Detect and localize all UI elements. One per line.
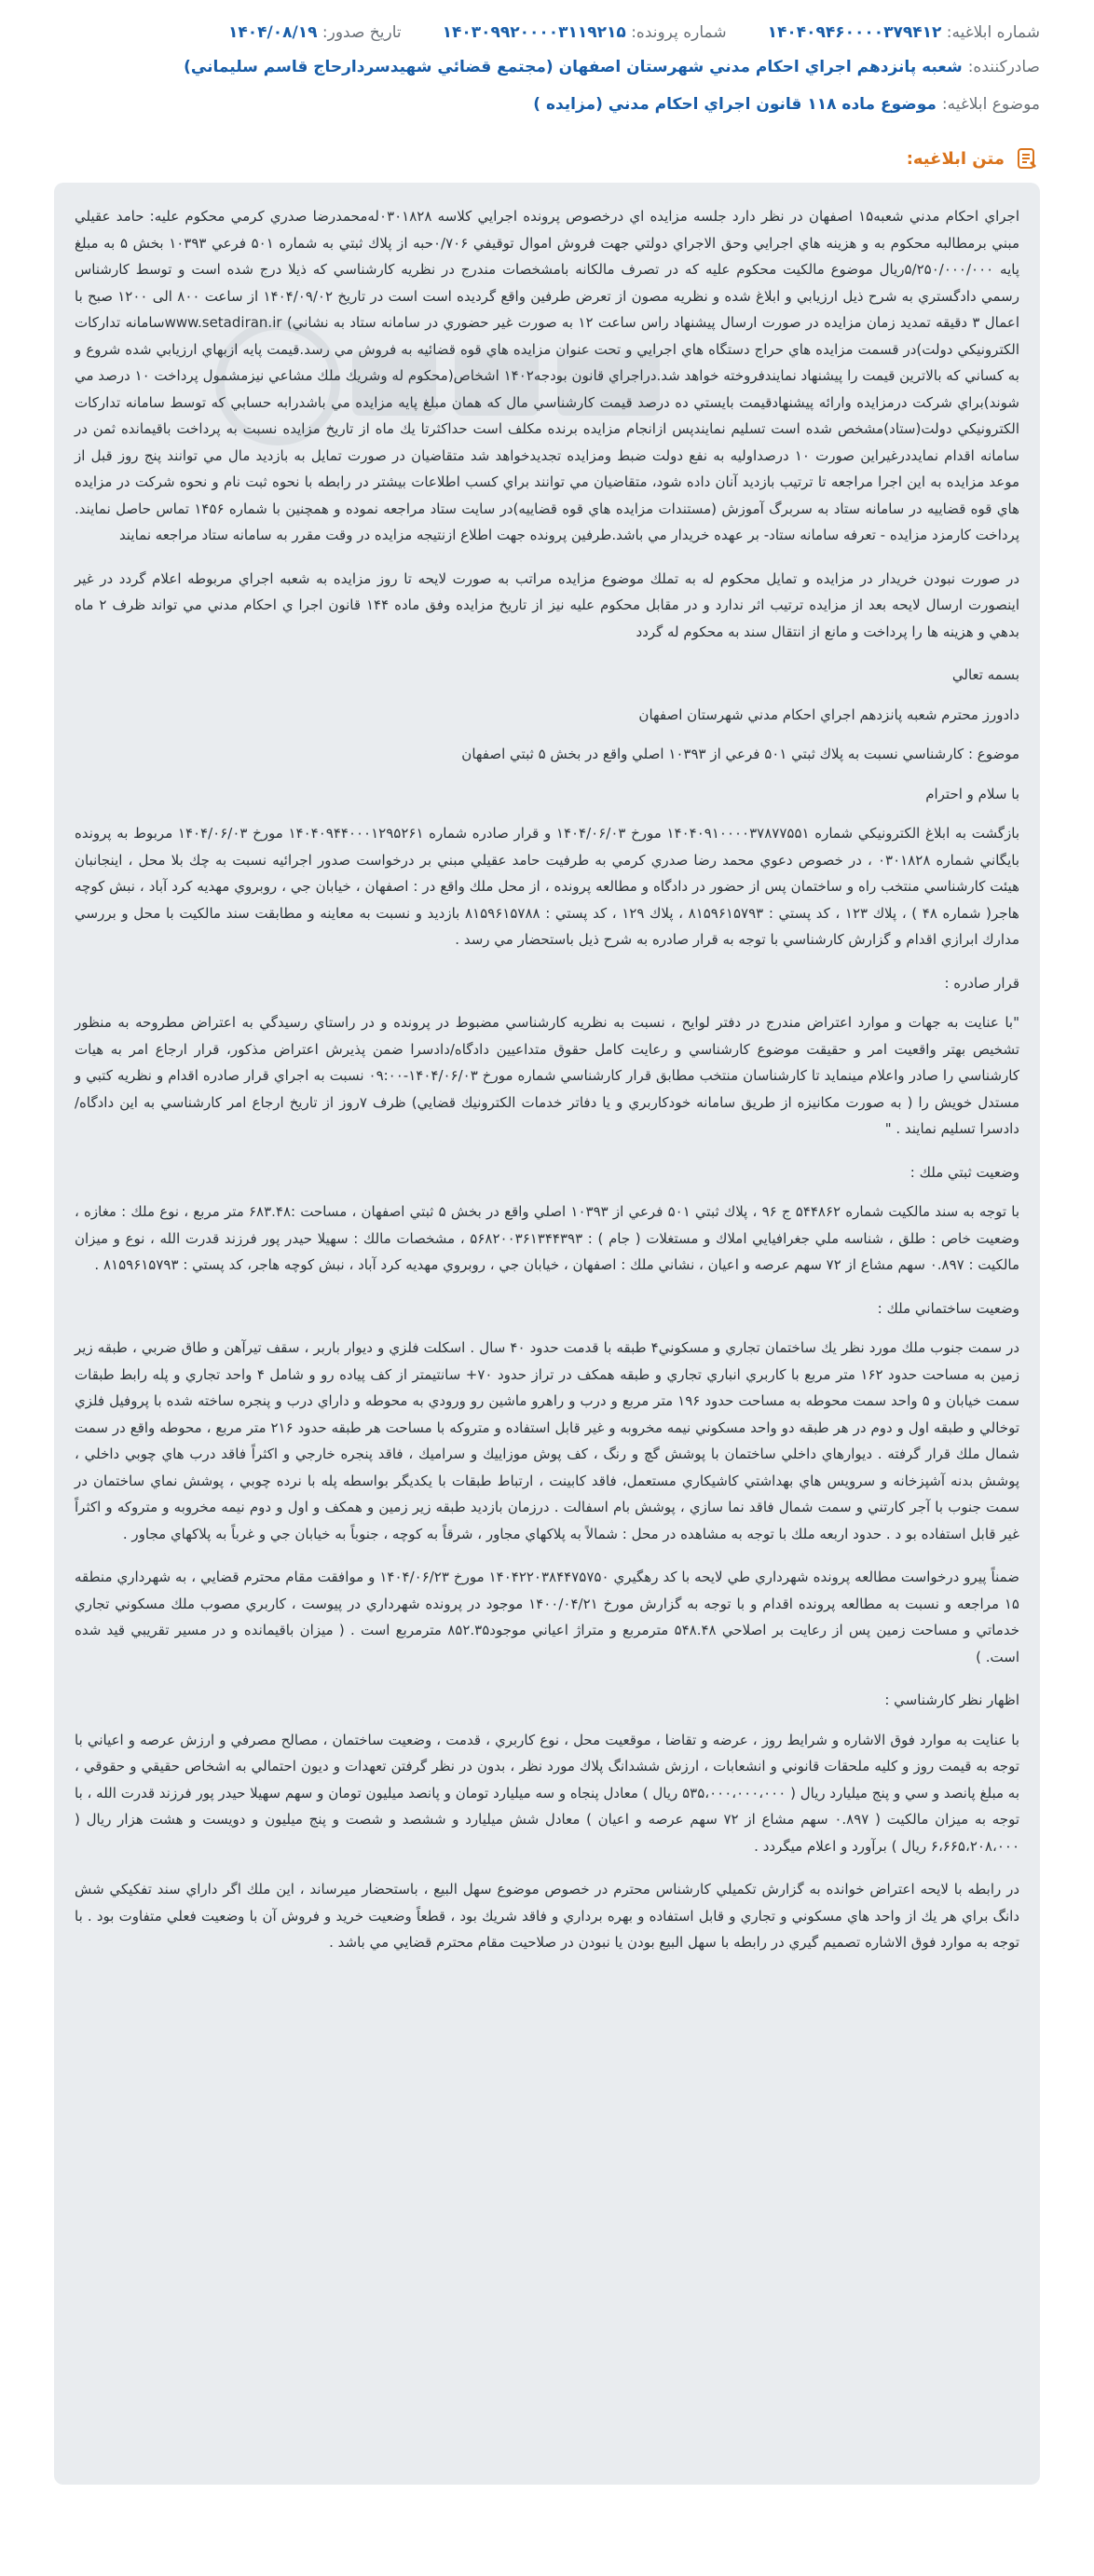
issuer-label: صادرکننده: [967,58,1040,76]
issuer-row [54,48,1040,86]
issuer-value: شعبه پانزدهم اجراي احكام مدني شهرستان اصفهان (مجتمع قضائي شهيدسردارحاج قاسم سليماني) [184,58,963,76]
subject-value: موضوع ماده ۱۱۸ قانون اجراي احكام مدني (مزايده ) [533,95,937,114]
notice-number: ۱۴۰۴۰۹۴۶۰۰۰۰۳۷۹۴۱۲ [767,23,942,42]
building-status-paragraph: در سمت جنوب ملك مورد نظر يك ساختمان تجاري و مسكوني۴ طبقه با قدمت حدود ۴۰ سال . اسكلت فلزي و ديوار باربر ، سقف تيرآهن و طاق ضربي ، طبقه زير زمين به مساحت حدود ۱۶۲ متر مربع با كاربري انباري تجاري و طبقه همكف در تراز حدود ۷۰+ سانتيمتر از كف پياده رو و شامل ۴ واحد تجاري و پله رابط طبقات سمت خيابان و ۵ واحد سمت محوطه به مساحت حدود ۱۹۶ متر مربع و درب و راهرو ماشين رو ورودي به محوطه و داراي درب و پنجره ساخته شده با پروفيل فلزي توخالي و طبقه اول و دوم در هر طبقه دو واحد مسكوني نيمه مخروبه و غير قابل استفاده و متروكه با مساحت هر طبقه حدود ۲۱۶ متر مربع ، محوطه واقع در سمت شمال ملك قرار گرفته . ديوارهاي داخلي ساختمان با پوشش گچ و رنگ ، كف پوش موزاييك و سراميك ، فاقد پنجره خارجي و اكثراً فاقد درب هاي چوبي داخلي ، پوشش بدنه آشپزخانه و سرويس هاي بهداشتي كاشيكاري مستعمل، فاقد كابينت ، ارتباط طبقات با يكديگر بواسطه پله با نرده چوبي ، پوشش نماي ساختمان در سمت جنوب با آجر كارتني و سمت شمال فاقد نما سازي ، پوشش بام اسفالت . درزمان بازديد طبقه زير زمين و همكف و اول و دوم نيمه مخروبه و متروكه و اكثراً غير قابل استفاده بو د . حدود اربعه ملك با توجه به مشاهده در محل : شمالاً به پلاكهاي مجاور ، شرقاً به كوچه ، جنوباً به خيابان جي و غرباً به پلاكهاي مجاور . [75,1339,1020,1542]
subject-label: موضوع ابلاغیه: [941,95,1040,114]
registration-status-heading: وضعيت ثبتي ملك : [909,1163,1019,1181]
subject-row [54,86,1040,123]
notice-body-card [54,183,1040,2485]
addressee-line: دادورز محترم شعبه پانزدهم اجراي احكام مدني شهرستان اصفهان [638,706,1019,723]
notice-meta-row [54,17,1040,48]
auction-announcement-paragraph: اجراي احكام مدني شعبه۱۵ اصفهان در نظر دارد جلسه مزايده اي درخصوص پرونده اجرايي كلاسه ۰۳۰۱۸۲۸له‌محمدرضا صدري كرمي محكوم عليه: حامد عقيلي مبني برمطالبه محكوم به و هزينه هاي اجرايي وحق الاجراي دولتي جهت فروش اموال توقيفي ۰/۷۰۶حبه از پلاك ثبتي به شماره ۵۰۱ فرعي ۱۰۳۹۳ بخش ۵ به مبلغ پايه ۵/۲۵۰/۰۰۰/۰۰۰ريال موضوع مالكيت محكوم عليه كه در تصرف مالكانه بامشخصات مندرج در نظريه كارشناسي كه ذيلا درج شده است و توسط كارشناس رسمي دادگستري به شرح ذيل ارزيابي و ابلاغ شده و نظريه مصون از تعرض طرفين واقع گرديده است است در تاريخ ۱۴۰۴/۰۹/۰۲ از ساعت ۸۰۰ الی ۱۲۰۰ صبح با اعمال ۳ دقيقه تمديد زمان مزايده در صورت ارسال پيشنهاد راس ساعت ۱۲ به صورت غير حضوري در سامانه ستاد به نشاني) www.setadiran.irسامانه تداركات الكترونيكي دولت)در قسمت مزايده هاي حراج دستگاه هاي اجرايي و تحت عنوان مزايده هاي قوه قضائيه به فروش مي رسد.قيمت پايه ازبهاي ارزيابي شده شروع و به كساني كه بالاترين قيمت را پيشنهاد نمايندفروخته خواهد شد.دراجراي قانون بودجه۱۴۰۲ اشخاص(محكوم له وشريك ملك مشاعي نيزمشمول پرداخت ۱۰ درصد مي شوند)براي شركت درمزايده وارائه پيشنهادقيمت بايستي ده درصد قيمت كارشناسي مال كه همان مبلغ پايه مزايده مي باشدرابه حسابي كه توسط سامانه تداركات الكترونيكي دولت(ستاد)مشخص شده است تسليم نمايندپس ازانجام مزايده برنده مكلف است حداكثرتا يك ماه از تاريخ مزايده نسبت به پرداخت باقيمانده ثمن در سامانه اقدام نمايددرغيراين صورت ۱۰ درصداوليه به نفع دولت ضبط ومزايده تجديدخواهد شد متقاضيان در صورت تمايل به بازديد مال مي توانند پنج روز قبل از موعد مزايده به اين اجرا مراجعه تا ترتيب بازديد آنان داده شود، متقاضيان مي توانند براي كسب اطلاعات بيشتر در رابطه با نحوه ثبت نام و نحوه شركت در مزايده هاي قوه قضاييه در سامانه ستاد به سربرگ آموزش (مستندات مزايده هاي قوه قضاييه)در سايت ستاد مراجعه نموده و همچنين با شماره ۱۴۵۶ تماس حاصل نمايند. پرداخت كارمزد مزايده - تعرفه سامانه ستاد- بر عهده خريدار مي باشد.طرفين پرونده جهت اطلاع ازنتيجه مزايده در وقت مقرر به سامانه ستاد مراجعه نمايند [75,208,1020,543]
file-number-label: شماره پرونده: [631,23,727,42]
objection-response-paragraph: در رابطه با لايحه اعتراض خوانده به گزارش تكميلي كارشناس محترم در خصوص موضوع سهل البيع ، باستحضار ميرساند ، اين ملك اگر داراي سند تفكيكي شش دانگ براي هر يك از واحد هاي مسكوني و تجاري و قابل استفاده و بهره برداري و فاقد شريك بود ، قطعاً وضعيت خريد و فروش آن با وضعيت فعلي متفاوت بود . با توجه به موارد فوق الاشاره تصميم گيري در رابطه با سهل البيع بودن يا نبودن در صلاحيت مقام محترم قضايي مي باشد . [75,1881,1019,1951]
body-section-header [54,140,1040,177]
report-intro-paragraph: بازگشت به ابلاغ الكترونيكي شماره ۱۴۰۴۰۹۱۰۰۰۰۳۷۸۷۷۵۵۱ مورخ ۱۴۰۴/۰۶/۰۳ و قرار صادره شماره ۱۴۰۴۰۹۴۴۰۰۰۱۲۹۵۲۶۱ مورخ ۱۴۰۴/۰۶/۰۳ مربوط به پرونده بايگاني شماره ۰۳۰۱۸۲۸ ، در خصوص دعوي محمد رضا صدري كرمي به طرفيت حامد عقيلي مبني بر درخواست صدور اجرائيه نسبت به چك بلا محل ، اينجانبان هيئت كارشناسي منتخب راه و ساختمان پس از حضور در دادگاه و مطالعه پرونده ، از محل ملك واقع در : اصفهان ، خيابان جي ، روبروي مهديه كرد آباد ، نبش كوچه هاجر( شماره ۴۸ ) ، پلاك ۱۲۳ ، كد پستي : ۸۱۵۹۶۱۵۷۹۳ ، پلاك ۱۲۹ ، كد پستي : ۸۱۵۹۶۱۵۷۸۸ بازديد و نسبت به معاينه و مطابقت سند مالكيت با محل و بررسي مدارك ابرازي اقدام و گزارش كارشناسي با توجه به قرار صادره به شرح ذيل باستحضار مي رسد . [75,825,1020,948]
issue-date-label: تاریخ صدور: [321,23,402,42]
expert-opinion-heading: اظهار نظر كارشناسي : [884,1692,1019,1708]
issue-date-group [228,20,402,46]
registration-status-paragraph: با توجه به سند مالكيت شماره ۵۴۴۸۶۲ ج ۹۶ ، پلاك ثبتي ۵۰۱ فرعي از ۱۰۳۹۳ اصلي واقع در بخش ۵ ثبتي اصفهان ، مساحت :۶۸۳.۴۸ متر مربع ، نوع ملك : مغازه ، وضعيت خاص : طلق ، شناسه ملي جغرافيايي املاك و مستغلات ( جام ) : ۵۶۸۲۰۰۳۶۱۳۴۴۳۹۳ ، مشخصات مالك : سهيلا حيدر پور فرزند قدرت الله ، نوع و ميزان مالكيت : ۰.۸۹۷ سهم مشاع از ۷۲ سهم عرصه و اعيان ، نشاني ملك : اصفهان ، خيابان جي ، روبروي مهديه كرد آباد ، نبش كوچه هاجر، كد پستي : ۸۱۵۹۶۱۵۷۹۳ . [75,1203,1019,1273]
court-order-heading: قرار صادره : [944,974,1019,992]
body-section-title: متن ابلاغیه: [906,148,1005,169]
document-text-icon [1014,145,1040,171]
file-number: ۱۴۰۳۰۹۹۲۰۰۰۰۳۱۱۹۲۱۵ [442,23,626,42]
report-subject-line: موضوع : كارشناسي نسبت به پلاك ثبتي ۵۰۱ فرعي از ۱۰۳۹۳ اصلي واقع در بخش ۵ ثبتي اصفهان [461,746,1019,762]
building-status-heading: وضعيت ساختماني ملك : [877,1299,1019,1317]
court-order-paragraph: "با عنايت به جهات و موارد اعتراض مندرج در دفتر لوايح ، نسبت به نظريه كارشناسي مضبوط در پرونده و در راستاي رسيدگي به اعتراض مطروحه به منظور تشخيص بهتر واقعيت امر و حقيقت موضوع كارشناسي و رعايت كامل حقوق متداعيين دادگاه/دادسرا ضمن پذيرش اعتراض مذكور، قرار ارجاع امر به هيات كارشناسي را صادر واعلام مينمايد تا كارشناسان منتخب مطابق قرار كارشناسي شماره مورخ ۱۴۰۴/۰۶/۰۳-۰۹:۰۰ نسبت به اجراي قرار صادره اقدام و نظريه كتبي و مستدل خويش را ( به صورت مكانيزه از طريق سامانه خودكاربري و يا دفاتر خدمات الكترونيك قضايي) ظرف ۷روز از تاريخ ارجاع امر كارشناسي به اين دادگاه/دادسرا تسليم نمايند . " [75,1014,1019,1137]
no-buyer-clause-paragraph: در صورت نبودن خريدار در مزايده و تمايل محكوم له به تملك موضوع مزايده مراتب به صورت لايحه تا روز مزايده به شعبه اجراي مربوطه اعلام گردد در غير اينصورت ارسال لايحه بعد از مزايده ترتيب اثر ندارد و در مقابل محكوم عليه نيز از تاريخ مزايده وفق ماده ۱۴۴ قانون اجرا ي احكام مدني مي تواند ظرف ۲ ماه بدهي و هزينه ها را پرداخت و مانع از انتقال سند به محكوم له گردد [75,569,1019,640]
notice-number-label: شماره ابلاغیه: [946,23,1040,42]
municipality-paragraph: ضمناً پيرو درخواست مطالعه پرونده شهرداري طي لايحه با كد رهگيري ۱۴۰۴۲۲۰۳۸۴۴۷۵۷۵۰ مورخ ۱۴۰۴/۰۶/۲۳ و موافقت مقام محترم قضايي ، به شهرداري منطقه ۱۵ مراجعه و نسبت به مطالعه پرونده اقدام و با توجه به گزارش مورخ ۱۴۰۰/۰۴/۲۱ موجود در پرونده شهرداري در پيوست ، كاربري مصوب ملك مسكوني تجاري خدماتي و مساحت زمين پس از رعايت بر اصلاحي ۵۴۸.۴۸ مترمربع و متراژ اعياني موجود۸۵۲.۳۵ مترمربع است . ( ميزان باقيمانده و در مسير تقريبي قيد شده است. ) [75,1569,1019,1665]
bismillah-line: بسمه تعالي [951,666,1019,683]
expert-opinion-paragraph: با عنايت به موارد فوق الاشاره و شرايط روز ، عرضه و تقاضا ، موقعيت محل ، نوع كاربري ، قدمت ، وضعيت ساختمان ، مصالح مصرفي و ارزش عرصه و اعياني با توجه به قيمت روز و كليه ملحقات قانوني و انشعابات ، ارزش ششدانگ پلاك مورد نظر ، بدون در نظر گرفتن تعهدات و ديون احتمالي به اشخاص حقيقي و حقوقي ، به مبلغ پانصد و سي و پنج ميليارد ريال ( ۵۳۵،۰۰۰،۰۰۰،۰۰۰ ريال ) معادل پنجاه و سه ميليارد تومان و پانصد ميليون تومان و سهم سهيلا حيدر پور فرزند قدرت الله ، با توجه به ميزان مالكيت ( ۰.۸۹۷ سهم مشاع از ۷۲ سهم عرصه و اعيان ) معادل شش ميليارد و ششصد و شصت و پنج ميليون و دويست و هشت هزار ريال ( ۶،۶۶۵،۲۰۸،۰۰۰ ريال ) برآورد و اعلام ميگردد . [75,1731,1020,1855]
greeting-line: با سلام و احترام [925,785,1019,802]
file-number-group [443,20,727,46]
notice-number-group [768,20,1040,46]
issue-date: ۱۴۰۴/۰۸/۱۹ [228,23,318,42]
